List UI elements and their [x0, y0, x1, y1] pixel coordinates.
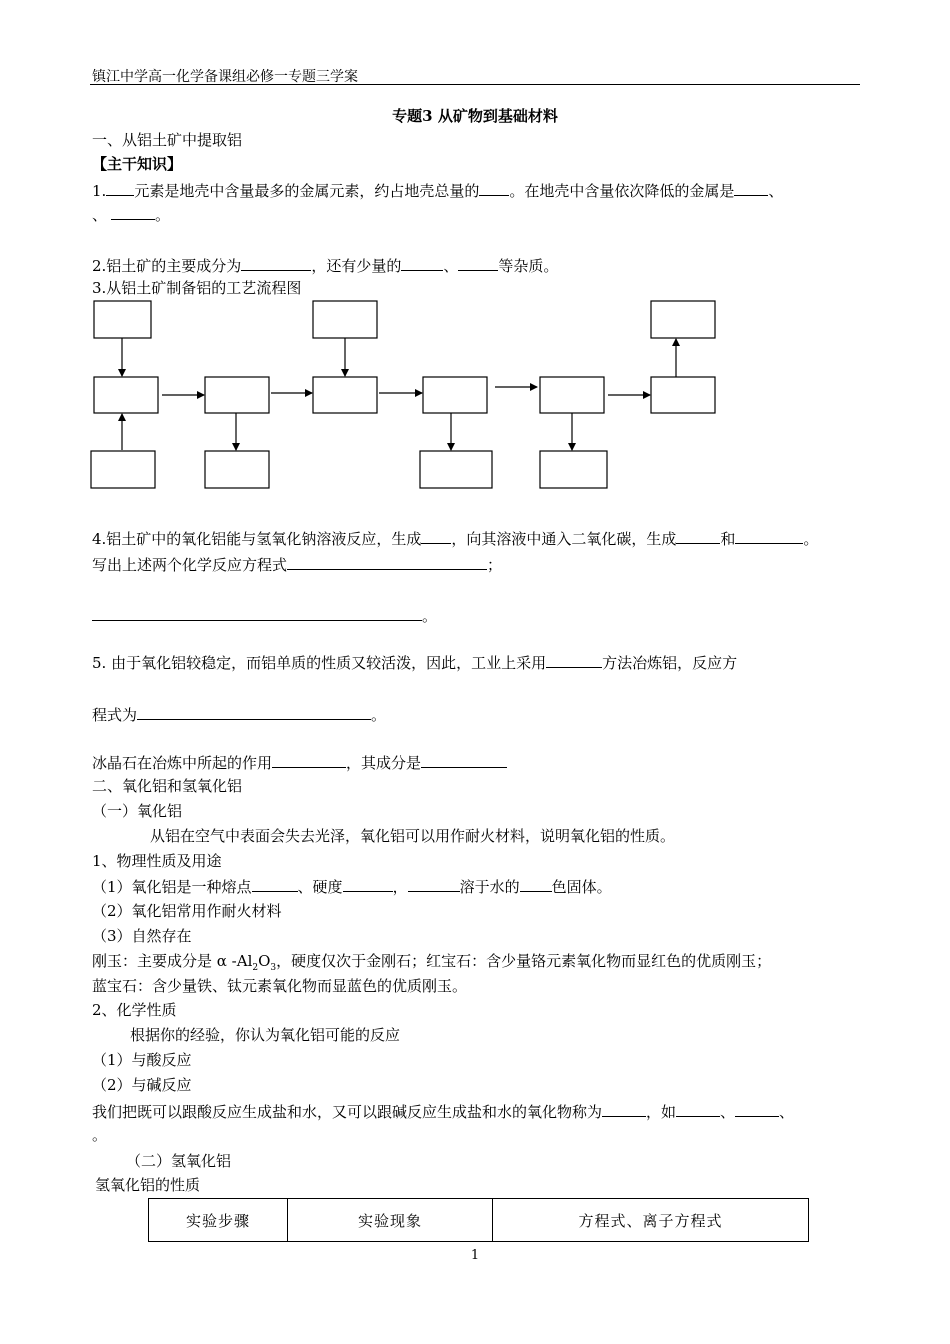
react-with-base: （2）与碱反应 — [92, 1076, 192, 1094]
blank[interactable] — [458, 255, 498, 271]
blank[interactable] — [479, 180, 509, 196]
flow-box[interactable] — [91, 451, 155, 488]
question-1: 1. 元素是地壳中含量最多的金属元素，约占地壳总量的 。在地壳中含量依次降低的金属是 、 — [92, 182, 784, 200]
flow-box[interactable] — [94, 301, 151, 338]
blank[interactable] — [111, 204, 155, 220]
question-4-line2: 写出上述两个化学反应方程式 ； — [92, 556, 503, 574]
sapphire-text: 蓝宝石：含少量铁、钛元素氧化物而显蓝色的优质刚玉。 — [92, 977, 468, 995]
question-5-line2: 程式为 。 — [92, 706, 387, 724]
blank[interactable] — [520, 876, 552, 892]
table-header: 实验现象 — [288, 1199, 493, 1242]
equation-blank[interactable] — [287, 554, 487, 570]
blank[interactable] — [676, 528, 720, 544]
question-4: 4.铝土矿中的氧化铝能与氢氧化钠溶液反应，生成 ，向其溶液中通入二氧化碳，生成 和 。 — [92, 530, 819, 548]
equation-blank[interactable] — [92, 605, 422, 621]
amphoteric-definition-line2: 。 — [92, 1126, 108, 1144]
flow-box[interactable] — [94, 377, 158, 413]
blank[interactable] — [343, 876, 393, 892]
react-with-acid: （1）与酸反应 — [92, 1051, 192, 1069]
hydroxide-props-label: 氢氧化铝的性质 — [95, 1176, 201, 1194]
chemical-props-heading: 2、化学性质 — [92, 1001, 177, 1019]
flow-box[interactable] — [205, 377, 269, 413]
section-heading-1: 一、从铝土矿中提取铝 — [92, 131, 243, 149]
physical-prop-1: （1）氧化铝是一种熔点 、硬度 ， 溶于水的 色固体。 — [92, 878, 612, 896]
blank[interactable] — [602, 1101, 646, 1117]
question-5: 5. 由于氧化铝较稳定，而铝单质的性质又较活泼，因此，工业上采用 方法冶炼铝，反应方 — [92, 654, 738, 672]
question-4-line3: 。 — [92, 605, 437, 626]
blank[interactable] — [408, 876, 460, 892]
blank[interactable] — [421, 752, 507, 768]
blank[interactable] — [252, 876, 298, 892]
blank[interactable] — [272, 752, 346, 768]
flow-box[interactable] — [651, 301, 715, 338]
blank[interactable] — [676, 1101, 720, 1117]
blank[interactable] — [735, 528, 803, 544]
document-title: 专题3 从矿物到基础材料 — [392, 107, 558, 125]
physical-prop-3: （3）自然存在 — [92, 927, 192, 945]
hydroxide-props-table — [148, 1198, 809, 1242]
section-heading-2: 二、氧化铝和氢氧化铝 — [92, 777, 243, 795]
header-rule — [90, 84, 860, 85]
question-1-line2: 、 。 — [92, 206, 171, 224]
main-knowledge-heading: 【主干知识】 — [92, 155, 183, 173]
blank[interactable] — [546, 652, 602, 668]
flow-box[interactable] — [540, 377, 604, 413]
question-2: 2.铝土矿的主要成分为 ，还有少量的 、 等杂质。 — [92, 257, 559, 275]
question-5-line3: 冰晶石在冶炼中所起的作用 ，其成分是 — [92, 752, 507, 773]
flow-box[interactable] — [205, 451, 269, 488]
blank[interactable] — [106, 180, 134, 196]
blank[interactable] — [401, 255, 443, 271]
flow-box[interactable] — [423, 377, 487, 413]
flow-box[interactable] — [313, 377, 377, 413]
physical-props-heading: 1、物理性质及用途 — [92, 852, 222, 870]
alumina-intro: 从铝在空气中表面会失去光泽，氧化铝可以用作耐火材料，说明氧化铝的性质。 — [150, 827, 676, 845]
page-number: 1 — [470, 1248, 480, 1263]
corundum-text: 刚玉：主要成分是 α $-Al_2O_3$，硬度仅次于金刚石；红宝石：含少量铬元素氧化物而显红色的优质刚玉； — [92, 952, 772, 973]
subsection-aluminum-hydroxide: （二）氢氧化铝 — [126, 1152, 232, 1170]
blank[interactable] — [421, 528, 451, 544]
equation-blank[interactable] — [137, 704, 371, 720]
blank[interactable] — [734, 180, 768, 196]
flow-box[interactable] — [651, 377, 715, 413]
flow-box[interactable] — [540, 451, 607, 488]
amphoteric-definition: 我们把既可以跟酸反应生成盐和水，又可以跟碱反应生成盐和水的氧化物称为 ，如 、 、 — [92, 1103, 795, 1121]
flow-box[interactable] — [313, 301, 377, 338]
process-flow-diagram — [88, 298, 728, 498]
blank[interactable] — [735, 1101, 779, 1117]
flow-box[interactable] — [420, 451, 492, 488]
subsection-alumina: （一）氧化铝 — [92, 802, 183, 820]
physical-prop-2: （2）氧化铝常用作耐火材料 — [92, 902, 282, 920]
table-header: 实验步骤 — [149, 1199, 288, 1242]
page-header: 镇江中学高一化学备课组必修一专题三学案 — [92, 69, 358, 85]
blank[interactable] — [241, 255, 311, 271]
chemical-props-intro: 根据你的经验，你认为氧化铝可能的反应 — [130, 1026, 401, 1044]
table-header: 方程式、离子方程式 — [493, 1199, 809, 1242]
question-3: 3.从铝土矿制备铝的工艺流程图 — [92, 279, 302, 297]
